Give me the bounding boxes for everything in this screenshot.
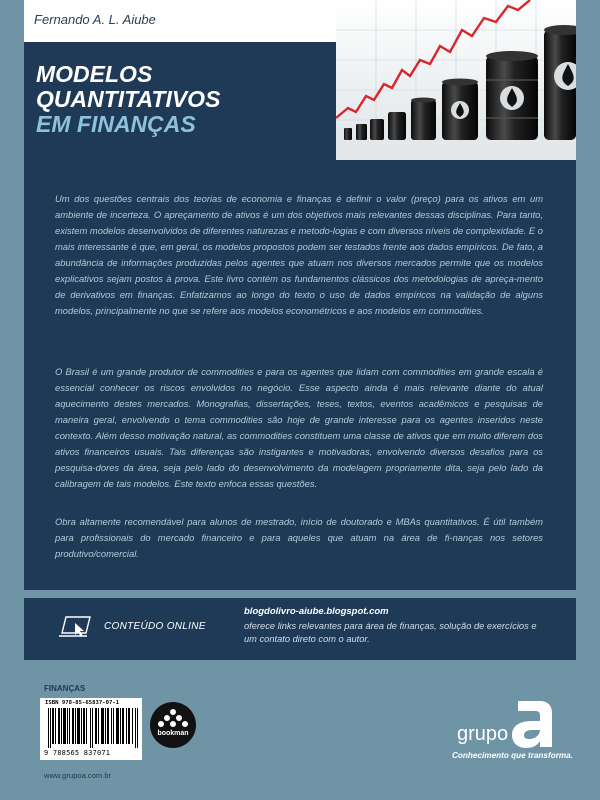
grupo-a-wordmark: grupo bbox=[457, 723, 509, 745]
oil-barrels-graphic bbox=[336, 0, 576, 160]
title-line-3: EM FINANÇAS bbox=[36, 111, 196, 137]
grupo-a-logo-icon bbox=[510, 701, 554, 749]
author-name: Fernando A. L. Aiube bbox=[34, 12, 156, 27]
book-title bbox=[36, 62, 220, 137]
blog-url[interactable]: blogdolivro-aiube.blogspot.com bbox=[244, 606, 389, 617]
description-paragraph-1: Um dos questões centrais dos teorias de economia e finanças é definir o valor (preço) para os ativos em um ambiente de incerteza. O apreçamento de ativos é um dos objetivos mais relevantes dessas disciplinas. Para tanto, existem modelos desenvolvidos de diferentes naturezas e metodo-logias e com diversos níveis de complexidade. E o mais interessante é que, em geral, os modelos propostos podem ser testados frente aos dados empíricos. De fato, a abundância de informações produzidas pelos agentes que atuam nos diversos mercados permite que os modelos explicativos sejam postos à prova. Este livro contém os fundamentos clássicos dos metodologias de apreça-mento de derivativos em finanças. Enfatizamos ao longo do texto o uso de dados empíricos na validação de alguns modelos, principalmente no que se refere aos modelos econométricos e aos modelos em commodities. bbox=[55, 193, 543, 316]
barcode bbox=[48, 708, 138, 748]
barcode-number: 9 788565 837071 bbox=[44, 749, 111, 757]
barrel-1 bbox=[344, 128, 352, 140]
oil-barrels-illustration bbox=[336, 0, 576, 160]
title-line-2: QUANTITATIVOS bbox=[36, 86, 221, 112]
bookman-wordmark: bookman bbox=[157, 730, 189, 737]
online-content-icon bbox=[58, 611, 94, 641]
publisher-website[interactable]: www.grupoa.com.br bbox=[44, 771, 112, 780]
barrel-7 bbox=[486, 51, 538, 140]
barrel-8 bbox=[544, 25, 576, 140]
isbn-text: ISBN 978-85-65837-07-1 bbox=[45, 700, 120, 706]
bookman-logo-mark bbox=[150, 702, 196, 748]
barrel-6 bbox=[442, 79, 478, 141]
grupo-a-tagline: Conhecimento que transforma. bbox=[452, 751, 574, 760]
barrel-5 bbox=[411, 98, 436, 141]
subject-label: FINANÇAS bbox=[44, 684, 86, 693]
description-paragraph-2: O Brasil é um grande produtor de commodities e para os agentes que lidam com commodities em grande escala é essencial conhecer os riscos envolvidos no negócio. Esse aspecto ainda é mais relevante diante do atual aquecimento destes mercados. Monografias, dissertações, teses, textos, eventos acadêmicos e pesquisas de maneira geral, envolvendo o tema commodities são hoje de grande interesse para os agentes inseridos neste contexto. Além desso motivação natural, as commodities constituem uma classe de ativos que em muito diferem dos ativos financeiros usuais. Tais diferenças são instigantes e motivadoras, envolvendo diversos desafios para os pesquisa-dores da área, seja pelo lado do desenvolvimento da modelagem propriamente dita, seja pelo lado da calibragem de tais modelos. Este texto enfoca essas questões. bbox=[55, 366, 543, 489]
barrel-4 bbox=[388, 112, 406, 140]
barrel-2 bbox=[356, 124, 367, 140]
barrel-3 bbox=[370, 119, 384, 140]
blog-description: oferece links relevantes para área de finanças, solução de exercícios e um contato direto com o autor. bbox=[244, 621, 537, 644]
title-line-1: MODELOS bbox=[36, 61, 153, 87]
bookman-logo bbox=[150, 702, 196, 748]
description-paragraph-3: Obra altamente recomendável para alunos de mestrado, início de doutorado e MBAs quantitativos. É útil também para profissionais do mercado financeiro e para aqueles que atuam na área de fi-nanças nos setores produtivo/comercial. bbox=[55, 516, 543, 559]
online-content-label: CONTEÚDO ONLINE bbox=[104, 621, 206, 632]
